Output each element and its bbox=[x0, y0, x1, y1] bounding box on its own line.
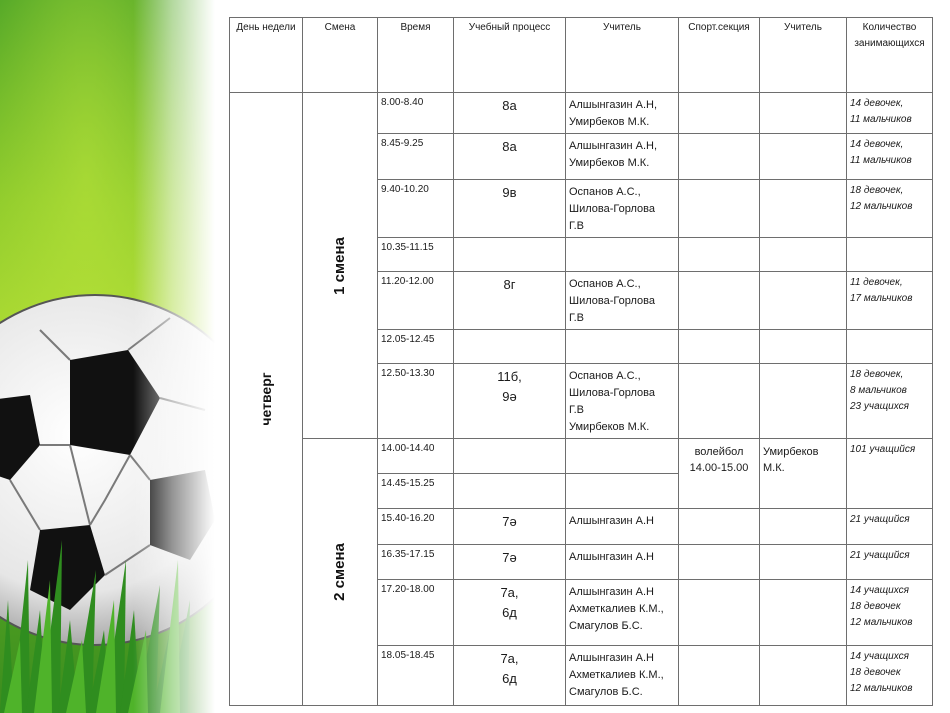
count-cell bbox=[847, 364, 933, 439]
teacher-cell-line: Алшынгазин А.Н bbox=[569, 586, 654, 598]
sport-section-cell bbox=[679, 580, 760, 646]
class-cell bbox=[454, 238, 566, 272]
teacher-cell-line: Алшынгазин А.Н, bbox=[569, 99, 658, 111]
teacher-cell-line: Алшынгазин А.Н bbox=[569, 551, 654, 563]
shift2-label: 2 смена bbox=[331, 543, 348, 601]
day-cell bbox=[230, 93, 303, 706]
teacher-cell-line: Ахметкалиев К.М., bbox=[569, 669, 664, 681]
teacher-cell bbox=[566, 545, 679, 580]
class-cell bbox=[454, 272, 566, 330]
teacher-cell bbox=[566, 580, 679, 646]
sport-section-cell bbox=[679, 545, 760, 580]
count-cell-line: 18 девочек bbox=[850, 667, 901, 678]
count-cell-line: 18 девочек, bbox=[850, 369, 904, 380]
teacher-cell-line: Г.В bbox=[569, 404, 585, 416]
sport-time: 14.00-15.00 bbox=[689, 462, 749, 474]
class-cell bbox=[454, 646, 566, 706]
count-cell bbox=[847, 330, 933, 364]
teacher-cell-line: Оспанов А.С., bbox=[569, 186, 641, 198]
teacher-cell bbox=[566, 439, 679, 474]
count-cell-line: 21 учащийся bbox=[850, 550, 910, 561]
sport-name: волейбол bbox=[694, 446, 744, 458]
count-cell bbox=[847, 180, 933, 238]
time-cell: 14.00-14.40 bbox=[378, 439, 454, 474]
class-cell-line: 9в bbox=[502, 185, 517, 200]
teacher-cell-line: Г.В bbox=[569, 220, 585, 232]
count-cell bbox=[847, 646, 933, 706]
count-cell bbox=[847, 134, 933, 180]
class-cell-line: 6д bbox=[502, 605, 517, 620]
sport-teacher-cell bbox=[760, 509, 847, 545]
teacher-cell-line: Шилова-Горлова bbox=[569, 387, 655, 399]
count-cell-line: 8 мальчиков bbox=[850, 385, 907, 396]
teacher-cell-line: Алшынгазин А.Н bbox=[569, 652, 654, 664]
class-cell bbox=[454, 364, 566, 439]
count-cell bbox=[847, 238, 933, 272]
count-cell-line: 14 девочек, bbox=[850, 98, 904, 109]
sport-teacher-cell-line: М.К. bbox=[763, 462, 785, 474]
teacher-cell bbox=[566, 272, 679, 330]
header-count: Количество занимающихся bbox=[847, 18, 933, 93]
teacher-cell bbox=[566, 509, 679, 545]
teacher-cell-line: Шилова-Горлова bbox=[569, 203, 655, 215]
teacher-cell-line: Алшынгазин А.Н, bbox=[569, 140, 658, 152]
count-cell-line: 12 мальчиков bbox=[850, 617, 913, 628]
class-cell bbox=[454, 474, 566, 509]
count-cell-line: 18 девочек bbox=[850, 601, 901, 612]
teacher-cell-line: Оспанов А.С., bbox=[569, 278, 641, 290]
sport-section-cell bbox=[679, 93, 760, 134]
class-cell-line: 9ә bbox=[502, 389, 517, 404]
teacher-cell-line: Смагулов Б.С. bbox=[569, 686, 643, 698]
teacher-cell bbox=[566, 330, 679, 364]
shift2-cell bbox=[303, 439, 378, 706]
teacher-cell bbox=[566, 134, 679, 180]
count-cell-line: 21 учащийся bbox=[850, 514, 910, 525]
sport-teacher-cell-line: Умирбеков bbox=[763, 446, 819, 458]
time-cell: 12.50-13.30 bbox=[378, 364, 454, 439]
sport-teacher-cell bbox=[760, 272, 847, 330]
count-cell-line: 12 мальчиков bbox=[850, 683, 913, 694]
header-shift: Смена bbox=[303, 18, 378, 93]
table-row bbox=[230, 439, 933, 474]
count-cell bbox=[847, 439, 933, 509]
class-cell-line: 6д bbox=[502, 671, 517, 686]
teacher-cell bbox=[566, 238, 679, 272]
time-cell: 12.05-12.45 bbox=[378, 330, 454, 364]
sport-section-cell bbox=[679, 439, 760, 509]
count-cell-line: 11 мальчиков bbox=[850, 155, 912, 166]
header-time: Время bbox=[378, 18, 454, 93]
class-cell-line: 8а bbox=[502, 139, 517, 154]
class-cell bbox=[454, 134, 566, 180]
header-row bbox=[230, 18, 933, 93]
count-cell-line: 11 мальчиков bbox=[850, 114, 912, 125]
time-cell: 9.40-10.20 bbox=[378, 180, 454, 238]
header-process: Учебный процесс bbox=[454, 18, 566, 93]
sport-section-cell bbox=[679, 364, 760, 439]
sport-section-cell bbox=[679, 509, 760, 545]
schedule-table bbox=[229, 17, 933, 706]
teacher-cell-line: Оспанов А.С., bbox=[569, 370, 641, 382]
class-cell-line: 11б, bbox=[497, 369, 522, 384]
sport-section-cell bbox=[679, 272, 760, 330]
teacher-cell bbox=[566, 474, 679, 509]
class-cell-line: 7а, bbox=[500, 651, 519, 666]
teacher-cell-line: Алшынгазин А.Н bbox=[569, 515, 654, 527]
count-cell-line: 18 девочек, bbox=[850, 185, 904, 196]
sport-teacher-cell bbox=[760, 180, 847, 238]
time-cell: 14.45-15.25 bbox=[378, 474, 454, 509]
class-cell bbox=[454, 509, 566, 545]
count-cell-line: 101 учащийся bbox=[850, 444, 916, 455]
time-cell: 11.20-12.00 bbox=[378, 272, 454, 330]
teacher-cell-line: Умирбеков М.К. bbox=[569, 116, 650, 128]
field-background bbox=[0, 0, 215, 713]
teacher-cell-line: Г.В bbox=[569, 312, 585, 324]
teacher-cell-line: Ахметкалиев К.М., bbox=[569, 603, 664, 615]
class-cell-line: 8а bbox=[502, 98, 517, 113]
sport-teacher-cell bbox=[760, 238, 847, 272]
header-sport: Спорт.секция bbox=[679, 18, 760, 93]
class-cell bbox=[454, 580, 566, 646]
sport-teacher-cell bbox=[760, 545, 847, 580]
class-cell-line: 7ә bbox=[502, 514, 517, 529]
shift1-cell bbox=[303, 93, 378, 439]
sport-section-cell bbox=[679, 330, 760, 364]
sport-section-cell bbox=[679, 134, 760, 180]
class-cell-line: 7ә bbox=[502, 550, 517, 565]
teacher-cell bbox=[566, 180, 679, 238]
header-sport-teacher: Учитель bbox=[760, 18, 847, 93]
time-cell: 8.45-9.25 bbox=[378, 134, 454, 180]
time-cell: 15.40-16.20 bbox=[378, 509, 454, 545]
time-cell: 8.00-8.40 bbox=[378, 93, 454, 134]
sport-section-cell bbox=[679, 646, 760, 706]
teacher-cell-line: Шилова-Горлова bbox=[569, 295, 655, 307]
class-cell bbox=[454, 330, 566, 364]
count-cell-line: 12 мальчиков bbox=[850, 201, 913, 212]
class-cell-line: 8г bbox=[503, 277, 516, 292]
sport-teacher-cell bbox=[760, 580, 847, 646]
teacher-cell-line: Умирбеков М.К. bbox=[569, 157, 650, 169]
sport-teacher-cell bbox=[760, 134, 847, 180]
sport-teacher-cell bbox=[760, 330, 847, 364]
table-row bbox=[230, 93, 933, 134]
class-cell bbox=[454, 439, 566, 474]
sport-teacher-cell bbox=[760, 646, 847, 706]
header-teacher: Учитель bbox=[566, 18, 679, 93]
day-label: четверг bbox=[258, 372, 274, 426]
header-day: День недели bbox=[230, 18, 303, 93]
count-cell bbox=[847, 580, 933, 646]
class-cell bbox=[454, 545, 566, 580]
class-cell-line: 7а, bbox=[500, 585, 519, 600]
class-cell bbox=[454, 93, 566, 134]
sport-teacher-cell bbox=[760, 93, 847, 134]
count-cell bbox=[847, 93, 933, 134]
time-cell: 16.35-17.15 bbox=[378, 545, 454, 580]
sport-teacher-cell bbox=[760, 364, 847, 439]
count-cell-line: 14 учащихся bbox=[850, 585, 909, 596]
sport-teacher-cell bbox=[760, 439, 847, 509]
time-cell: 18.05-18.45 bbox=[378, 646, 454, 706]
count-cell-line: 14 девочек, bbox=[850, 139, 904, 150]
count-cell bbox=[847, 509, 933, 545]
shift1-label: 1 смена bbox=[331, 236, 348, 295]
count-cell bbox=[847, 545, 933, 580]
class-cell bbox=[454, 180, 566, 238]
sport-section-cell bbox=[679, 180, 760, 238]
teacher-cell-line: Умирбеков М.К. bbox=[569, 421, 650, 433]
count-cell-line: 23 учащихся bbox=[850, 401, 909, 412]
count-cell-line: 11 девочек, bbox=[850, 277, 903, 288]
teacher-cell bbox=[566, 646, 679, 706]
count-cell-line: 14 учащихся bbox=[850, 651, 909, 662]
teacher-cell-line: Смагулов Б.С. bbox=[569, 620, 643, 632]
time-cell: 10.35-11.15 bbox=[378, 238, 454, 272]
teacher-cell bbox=[566, 93, 679, 134]
teacher-cell bbox=[566, 364, 679, 439]
count-cell bbox=[847, 272, 933, 330]
time-cell: 17.20-18.00 bbox=[378, 580, 454, 646]
count-cell-line: 17 мальчиков bbox=[850, 293, 913, 304]
sport-section-cell bbox=[679, 238, 760, 272]
